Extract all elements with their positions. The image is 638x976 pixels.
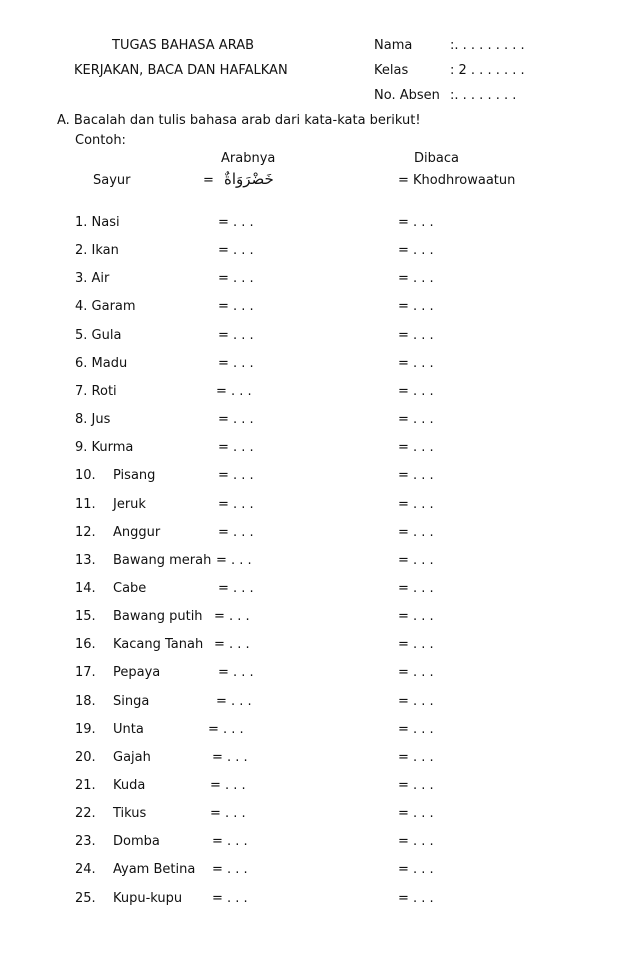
- arabic-answer-blank: = . . .: [218, 412, 254, 427]
- column-header-read: Dibaca: [414, 151, 459, 166]
- field-label-absen: No. Absen: [374, 88, 440, 103]
- reading-answer-blank: = . . .: [398, 384, 434, 399]
- item-number: 24.: [75, 862, 96, 877]
- example-label: Contoh:: [75, 133, 126, 148]
- item-number: 15.: [75, 609, 96, 624]
- arabic-answer-blank: = . . .: [216, 384, 252, 399]
- item-number: 17.: [75, 665, 96, 680]
- arabic-answer-blank: = . . .: [218, 271, 254, 286]
- reading-answer-blank: = . . .: [398, 750, 434, 765]
- example-reading: = Khodhrowaatun: [398, 173, 516, 188]
- item-number: 3. Air: [75, 271, 110, 286]
- arabic-answer-blank: = . . .: [218, 440, 254, 455]
- arabic-answer-blank: = . . .: [210, 806, 246, 821]
- arabic-answer-blank: = . . .: [212, 834, 248, 849]
- arabic-answer-blank: = . . .: [218, 525, 254, 540]
- item-word: Kuda: [113, 778, 146, 793]
- item-word: Unta: [113, 722, 144, 737]
- item-word: Kupu-kupu: [113, 891, 183, 906]
- arabic-answer-blank: = . . .: [218, 581, 254, 596]
- reading-answer-blank: = . . .: [398, 412, 434, 427]
- reading-answer-blank: = . . .: [398, 468, 434, 483]
- arabic-answer-blank: = . . .: [218, 299, 254, 314]
- item-word: Tikus: [113, 806, 147, 821]
- item-word: Jeruk: [113, 497, 146, 512]
- instruction-text: A. Bacalah dan tulis bahasa arab dari kata-kata berikut!: [57, 113, 421, 128]
- item-word: Pisang: [113, 468, 156, 483]
- reading-answer-blank: = . . .: [398, 834, 434, 849]
- reading-answer-blank: = . . .: [398, 665, 434, 680]
- reading-answer-blank: = . . .: [398, 497, 434, 512]
- item-number: 11.: [75, 497, 96, 512]
- arabic-answer-blank: = . . .: [218, 328, 254, 343]
- item-word: Anggur: [113, 525, 161, 540]
- item-number: 4. Garam: [75, 299, 136, 314]
- arabic-answer-blank: = . . .: [214, 637, 250, 652]
- reading-answer-blank: = . . .: [398, 525, 434, 540]
- reading-answer-blank: = . . .: [398, 271, 434, 286]
- reading-answer-blank: = . . .: [398, 609, 434, 624]
- item-number: 19.: [75, 722, 96, 737]
- reading-answer-blank: = . . .: [398, 581, 434, 596]
- reading-answer-blank: = . . .: [398, 862, 434, 877]
- reading-answer-blank: = . . .: [398, 637, 434, 652]
- item-number: 9. Kurma: [75, 440, 134, 455]
- example-word: Sayur: [93, 173, 131, 188]
- item-number: 1. Nasi: [75, 215, 120, 230]
- field-label-nama: Nama: [374, 38, 413, 53]
- arabic-answer-blank: = . . .: [218, 243, 254, 258]
- item-number: 12.: [75, 525, 96, 540]
- item-word: Domba: [113, 834, 160, 849]
- item-number: 20.: [75, 750, 96, 765]
- arabic-answer-blank: = . . .: [212, 750, 248, 765]
- item-word: Cabe: [113, 581, 147, 596]
- reading-answer-blank: = . . .: [398, 440, 434, 455]
- item-word: Ayam Betina: [113, 862, 196, 877]
- item-word: Gajah: [113, 750, 151, 765]
- arabic-answer-blank: = . . .: [208, 722, 244, 737]
- arabic-answer-blank: = . . .: [212, 862, 248, 877]
- worksheet-title: TUGAS BAHASA ARAB: [112, 38, 255, 53]
- example-equals: =: [203, 173, 214, 188]
- field-value-kelas: : 2 . . . . . . .: [450, 63, 525, 78]
- item-word: Pepaya: [113, 665, 161, 680]
- field-label-kelas: Kelas: [374, 63, 409, 78]
- reading-answer-blank: = . . .: [398, 553, 434, 568]
- item-number: 18.: [75, 694, 96, 709]
- reading-answer-blank: = . . .: [398, 891, 434, 906]
- reading-answer-blank: = . . .: [398, 328, 434, 343]
- reading-answer-blank: = . . .: [398, 215, 434, 230]
- reading-answer-blank: = . . .: [398, 694, 434, 709]
- reading-answer-blank: = . . .: [398, 722, 434, 737]
- arabic-answer-blank: = . . .: [218, 356, 254, 371]
- item-number: 8. Jus: [75, 412, 111, 427]
- reading-answer-blank: = . . .: [398, 243, 434, 258]
- column-header-arabic: Arabnya: [221, 151, 276, 166]
- item-word: Bawang putih: [113, 609, 203, 624]
- arabic-answer-blank: = . . .: [216, 553, 252, 568]
- item-word: Bawang merah: [113, 553, 212, 568]
- arabic-answer-blank: = . . .: [218, 468, 254, 483]
- reading-answer-blank: = . . .: [398, 356, 434, 371]
- reading-answer-blank: = . . .: [398, 806, 434, 821]
- example-arabic-word: خَضْرَوَاةٌ: [224, 170, 274, 188]
- arabic-answer-blank: = . . .: [214, 609, 250, 624]
- reading-answer-blank: = . . .: [398, 778, 434, 793]
- arabic-answer-blank: = . . .: [218, 215, 254, 230]
- field-value-absen: :. . . . . . . .: [450, 88, 517, 103]
- item-number: 7. Roti: [75, 384, 117, 399]
- arabic-answer-blank: = . . .: [216, 694, 252, 709]
- item-number: 10.: [75, 468, 96, 483]
- item-number: 23.: [75, 834, 96, 849]
- reading-answer-blank: = . . .: [398, 299, 434, 314]
- item-number: 14.: [75, 581, 96, 596]
- item-number: 21.: [75, 778, 96, 793]
- item-number: 5. Gula: [75, 328, 122, 343]
- item-number: 6. Madu: [75, 356, 128, 371]
- item-number: 13.: [75, 553, 96, 568]
- arabic-answer-blank: = . . .: [218, 497, 254, 512]
- item-word: Kacang Tanah: [113, 637, 204, 652]
- item-number: 25.: [75, 891, 96, 906]
- field-value-nama: :. . . . . . . . .: [450, 38, 525, 53]
- arabic-answer-blank: = . . .: [218, 665, 254, 680]
- worksheet-subtitle: KERJAKAN, BACA DAN HAFALKAN: [74, 63, 288, 78]
- arabic-answer-blank: = . . .: [212, 891, 248, 906]
- item-number: 2. Ikan: [75, 243, 119, 258]
- item-number: 22.: [75, 806, 96, 821]
- item-word: Singa: [113, 694, 150, 709]
- item-number: 16.: [75, 637, 96, 652]
- arabic-answer-blank: = . . .: [210, 778, 246, 793]
